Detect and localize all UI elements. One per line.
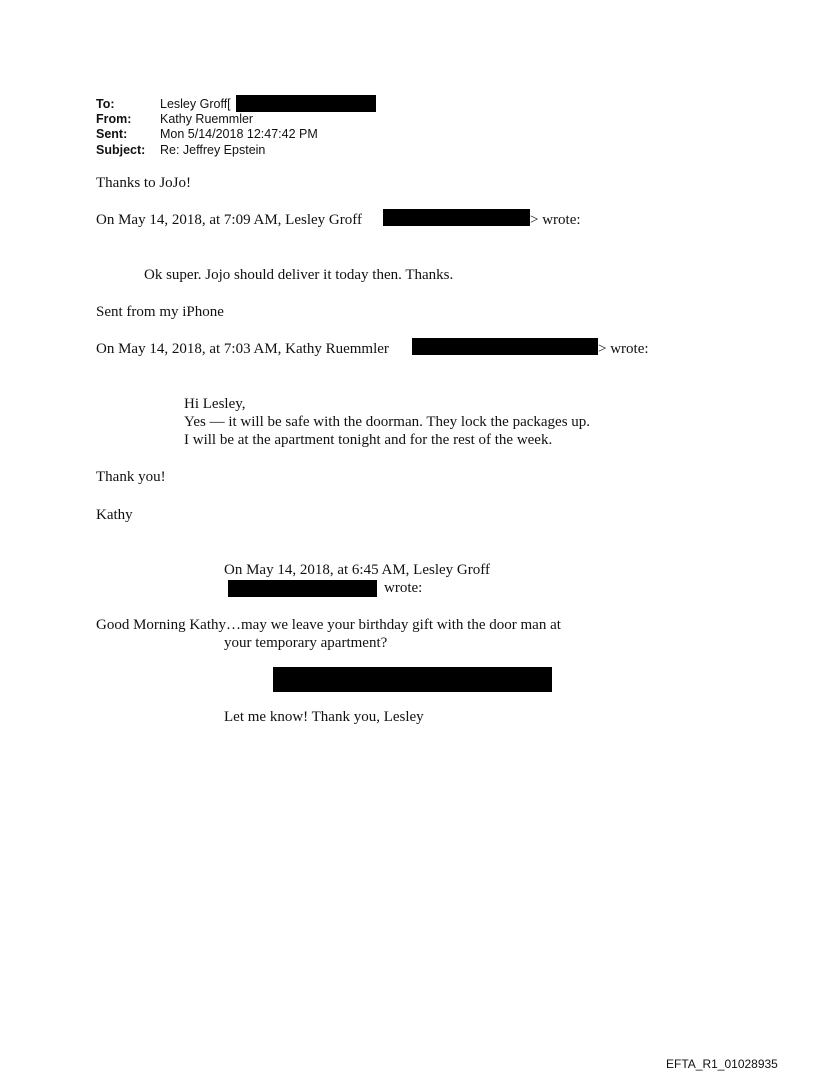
document-id: EFTA_R1_01028935: [666, 1057, 778, 1071]
quote3-line: your temporary apartment?: [224, 635, 388, 651]
signoff-name: Kathy: [96, 507, 133, 523]
quote2-line: I will be at the apartment tonight and for the rest of the week.: [184, 432, 553, 448]
quote2-intro: On May 14, 2018, at 7:03 AM, Kathy Ruemmler: [96, 341, 389, 357]
quote2-wrote: > wrote:: [598, 341, 649, 357]
redaction-bar: [228, 580, 377, 597]
quote3-intro: On May 14, 2018, at 6:45 AM, Lesley Groff: [224, 562, 490, 578]
subject-label: Subject:: [96, 143, 146, 157]
quote3-wrote: wrote:: [384, 580, 423, 596]
to-label: To:: [96, 97, 115, 111]
sent-value: Mon 5/14/2018 12:47:42 PM: [160, 127, 318, 141]
from-value: Kathy Ruemmler: [160, 112, 254, 126]
redaction-bar: [236, 95, 376, 112]
reply-text: Thanks to JoJo!: [96, 175, 191, 191]
subject-value: Re: Jeffrey Epstein: [160, 143, 266, 157]
closing-text: Let me know! Thank you, Lesley: [224, 709, 424, 725]
redaction-bar: [273, 667, 552, 692]
from-label: From:: [96, 112, 132, 126]
quote2-line: Hi Lesley,: [184, 396, 246, 412]
quote1-intro: On May 14, 2018, at 7:09 AM, Lesley Groff: [96, 212, 362, 228]
redaction-bar: [383, 209, 530, 226]
thanks-text: Thank you!: [96, 469, 166, 485]
quote2-line: Yes — it will be safe with the doorman. They lock the packages up.: [184, 414, 591, 430]
quote1-text: Ok super. Jojo should deliver it today then. Thanks.: [144, 267, 454, 283]
to-value: Lesley Groff[: [160, 97, 231, 111]
sent-label: Sent:: [96, 127, 128, 141]
quote3-line: Good Morning Kathy…may we leave your birthday gift with the door man at: [96, 617, 561, 633]
redaction-bar: [412, 338, 598, 355]
quote1-wrote: > wrote:: [530, 212, 581, 228]
signature: Sent from my iPhone: [96, 304, 224, 320]
